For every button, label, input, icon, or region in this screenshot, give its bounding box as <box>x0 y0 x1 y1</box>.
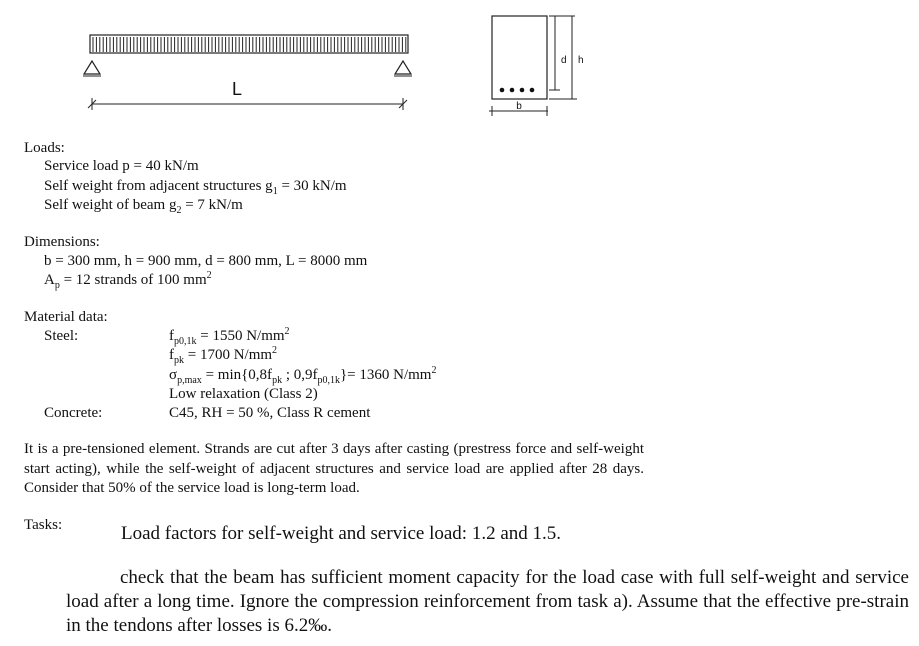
load-factors-text: Load factors for self-weight and service load: 1.2 and 1.5. <box>121 523 562 544</box>
beam-figure <box>0 0 919 130</box>
fpk-value: $f_{pk} = 1700$ $N/mm^2$ <box>169 345 278 366</box>
relaxation-class: Low relaxation (Class 2) <box>169 386 318 402</box>
strand-dot <box>510 88 515 93</box>
tasks-heading: Tasks: <box>24 517 63 533</box>
steel-label: Steel: <box>44 328 79 344</box>
left-support-icon <box>84 61 100 74</box>
loads-heading: Loads: <box>24 140 65 156</box>
span-label: L <box>231 79 243 99</box>
right-support-icon <box>395 61 411 74</box>
strand-dot <box>520 88 525 93</box>
beam-self-weight: Self weight of beam $g_2 = 7$ kN/m <box>44 197 243 216</box>
description-paragraph: It is a pre-tensioned element. Strands are cut after 3 days after casting (prestress force and self-weight start acting), while the self-weight of adjacent structures and service load are applied after 28 days. Consider that 50% of the service load is long-term load. <box>24 441 644 496</box>
adjacent-self-weight: Self weight from adjacent structures $g_1 = 30$ kN/m <box>44 178 347 197</box>
cross-section-outline <box>492 16 547 99</box>
concrete-value: C45, RH = 50 %, Class R cement <box>169 405 371 421</box>
section-label-h: h <box>578 55 584 66</box>
sigma-pmax-value: $\sigma_{p,max} = \min\{0,8f_{pk}$ ; $0,9f_{p0,1k}\}= 1360$ $N/mm^2$ <box>169 365 437 386</box>
strand-dot <box>530 88 535 93</box>
strand-dot <box>500 88 505 93</box>
concrete-label: Concrete: <box>44 405 103 421</box>
dimensions-values: b = 300 mm, h = 900 mm, d = 800 mm, L = 8000 mm <box>44 253 368 269</box>
strand-area: $A_p = 12$ strands of 100 $mm^2$ <box>44 270 212 291</box>
service-load: Service load p = 40 kN/m <box>44 158 199 174</box>
fp01k-value: $f_{p0,1k} = 1550$ $N/mm^2$ <box>169 326 290 347</box>
distributed-load-hatching <box>93 37 406 52</box>
section-label-b: b <box>516 101 522 112</box>
section-label-d: d <box>561 55 567 66</box>
dimensions-heading: Dimensions: <box>24 234 100 250</box>
material-heading: Material data: <box>24 309 108 325</box>
moment-capacity-task: check that the beam has sufficient moment capacity for the load case with full self-weight and service load after a long time. Ignore the compression reinforcement from task a). Assume that the effective pre-strain in the tendons after losses is 6.2‰. <box>66 567 909 636</box>
